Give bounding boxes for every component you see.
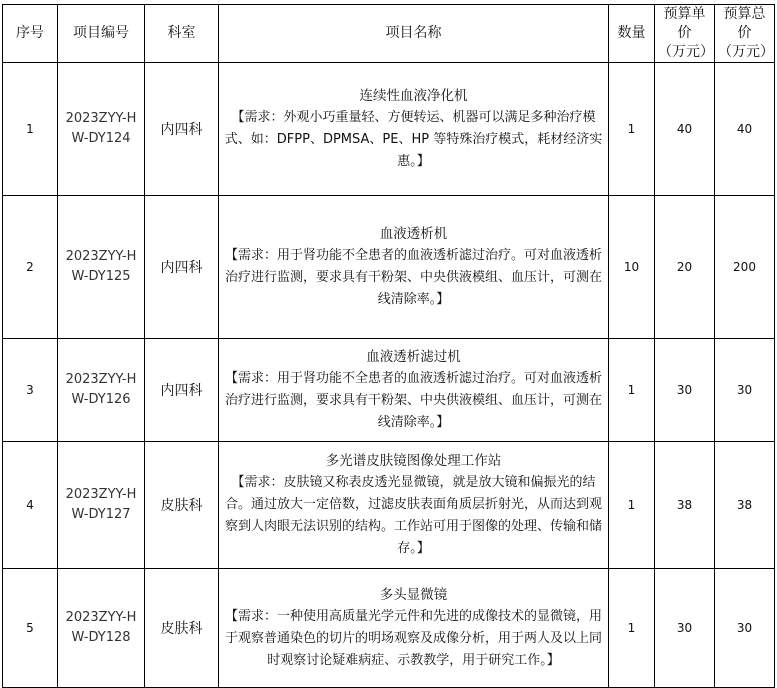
row-item-title: 连续性血液净化机	[359, 88, 468, 104]
row-dept: 皮肤科	[145, 569, 219, 688]
row-code-line2: W-DY124	[71, 131, 131, 146]
header-qty: 数量	[609, 5, 655, 63]
row-code	[58, 569, 145, 688]
row-unit-price: 40	[655, 63, 715, 196]
row-code-line1: 2023ZYY-H	[65, 487, 137, 502]
row-name	[219, 339, 609, 442]
header-total-line2: （万元）	[718, 44, 774, 60]
header-unit-price	[655, 5, 715, 63]
row-item-title: 血液透析滤过机	[366, 349, 461, 365]
row-unit-price: 20	[655, 196, 715, 339]
row-name	[219, 442, 609, 569]
row-qty: 1	[609, 63, 655, 196]
row-item-desc: 【需求：皮肤镜又称表皮透光显微镜，就是放大镜和偏振光的结合。通过放大一定倍数，过滤皮肤表面角质层折射光，从而达到观察到人肉眼无法识别的结构。工作站可用于图像的处理、传输和储存。】	[224, 475, 602, 556]
row-item-title: 多光谱皮肤镜图像处理工作站	[325, 453, 502, 469]
row-qty: 10	[609, 196, 655, 339]
row-item-desc: 【需求：外观小巧重量轻、方便转运、机器可以满足多种治疗模式、如：DFPP、DPMSA、PE、HP 等特殊治疗模式，耗材经济实惠。】	[224, 110, 603, 169]
header-name: 项目名称	[219, 5, 609, 63]
row-qty: 1	[609, 339, 655, 442]
row-code-line2: W-DY128	[71, 630, 131, 645]
row-seq: 5	[3, 569, 58, 688]
row-code	[58, 339, 145, 442]
row-code-line1: 2023ZYY-H	[65, 249, 137, 264]
row-code-line1: 2023ZYY-H	[65, 610, 137, 625]
row-seq: 1	[3, 63, 58, 196]
table-row	[3, 569, 775, 688]
row-dept: 皮肤科	[145, 442, 219, 569]
row-code-line2: W-DY126	[71, 392, 131, 407]
row-item-desc: 【需求：用于肾功能不全患者的血液透析滤过治疗。可对血液透析治疗进行监测，要求具有干粉架、中央供液模组、血压计，可测在线清除率。】	[224, 371, 602, 430]
row-item-title: 血液透析机	[379, 226, 448, 242]
row-qty: 1	[609, 569, 655, 688]
row-seq: 2	[3, 196, 58, 339]
row-total: 30	[715, 339, 775, 442]
header-dept: 科室	[145, 5, 219, 63]
row-dept: 内四科	[145, 196, 219, 339]
header-code: 项目编号	[58, 5, 145, 63]
row-name	[219, 196, 609, 339]
row-total: 40	[715, 63, 775, 196]
row-qty: 1	[609, 442, 655, 569]
row-name	[219, 569, 609, 688]
row-code	[58, 63, 145, 196]
row-code-line2: W-DY125	[71, 269, 131, 284]
row-item-desc: 【需求：一种使用高质量光学元件和先进的成像技术的显微镜，用于观察普通染色的切片的明场观察及成像分析，用于两人及以上同时观察讨论疑难病症、示教教学，用于研究工作。】	[224, 609, 602, 668]
header-row	[3, 5, 775, 63]
table-row	[3, 442, 775, 569]
row-code-line1: 2023ZYY-H	[65, 372, 137, 387]
row-code	[58, 196, 145, 339]
row-item-desc: 【需求：用于肾功能不全患者的血液透析滤过治疗。可对血液透析治疗进行监测，要求具有干粉架、中央供液模组、血压计，可测在线清除率。】	[224, 248, 602, 307]
row-unit-price: 30	[655, 339, 715, 442]
header-unit-price-line2: （万元）	[658, 44, 714, 60]
row-total: 200	[715, 196, 775, 339]
row-total: 30	[715, 569, 775, 688]
header-total	[715, 5, 775, 63]
row-name	[219, 63, 609, 196]
row-item-title: 多头显微镜	[379, 587, 448, 603]
header-seq: 序号	[3, 5, 58, 63]
row-dept: 内四科	[145, 339, 219, 442]
budget-table	[2, 4, 775, 688]
header-total-line1: 预算总价	[723, 6, 766, 41]
table-row	[3, 63, 775, 196]
row-unit-price: 30	[655, 569, 715, 688]
row-seq: 4	[3, 442, 58, 569]
table-row	[3, 196, 775, 339]
header-unit-price-line1: 预算单价	[663, 6, 706, 41]
table-row	[3, 339, 775, 442]
row-code-line2: W-DY127	[71, 507, 131, 522]
row-code	[58, 442, 145, 569]
row-code-line1: 2023ZYY-H	[65, 111, 137, 126]
row-seq: 3	[3, 339, 58, 442]
row-unit-price: 38	[655, 442, 715, 569]
row-dept: 内四科	[145, 63, 219, 196]
row-total: 38	[715, 442, 775, 569]
